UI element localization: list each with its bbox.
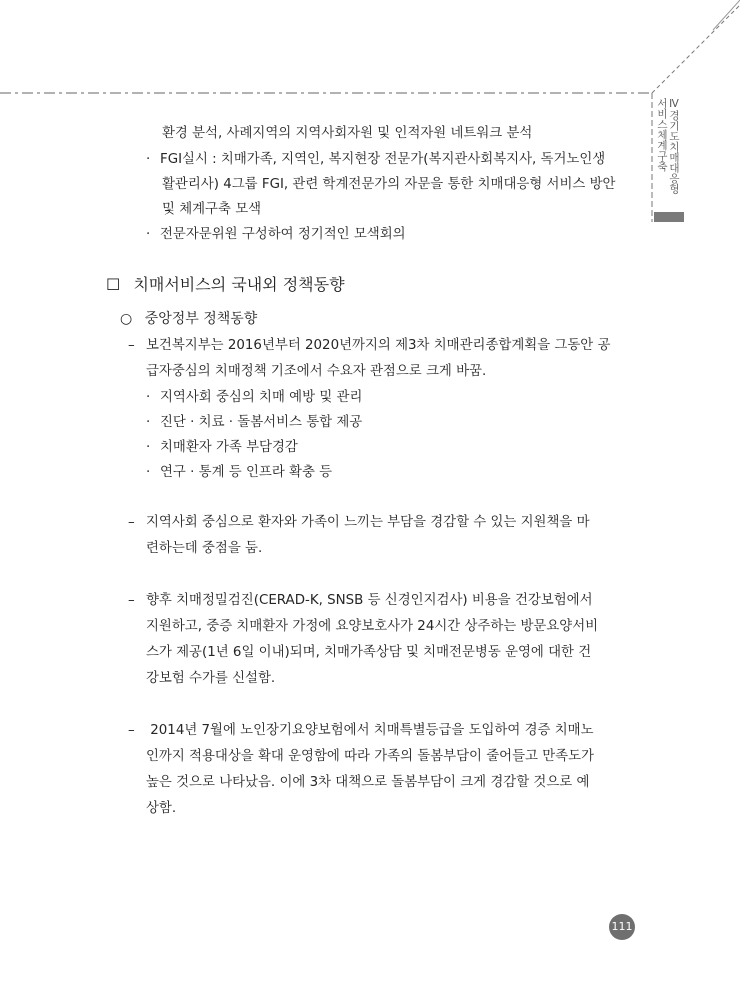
section-heading — [106, 274, 345, 296]
intro-line-4: 및 체계구축 모색 — [162, 202, 262, 217]
dash-marker: – — [128, 515, 135, 530]
bullet-dot: · — [146, 415, 151, 430]
para1-bullet-text-2: 진단 · 치료 · 돌봄서비스 통합 제공 — [160, 415, 363, 430]
para2-text-1: 지역사회 중심으로 환자와 가족이 느끼는 부담을 경감할 수 있는 지원책을 마 — [146, 515, 590, 530]
dash-marker: – — [128, 723, 135, 738]
para3-line-4: 강보험 수가를 신설함. — [146, 671, 276, 686]
subsection-heading-text: 중앙정부 정책동향 — [144, 311, 258, 327]
bullet-dot: · — [146, 152, 151, 167]
intro-line-1: 환경 분석, 사례지역의 지역사회자원 및 인적자원 네트워크 분석 — [162, 126, 533, 141]
bullet-dot: · — [146, 227, 151, 242]
para1-bullet-3 — [146, 438, 298, 458]
para1-line-1 — [128, 336, 610, 356]
side-tab-subtitle: 서비스체계구축 — [656, 98, 668, 172]
subsection-heading — [120, 309, 257, 329]
para2-line-1 — [128, 513, 590, 533]
para4-line-3: 높은 것으로 나타났음. 이에 3차 대책으로 돌봄부담이 크게 경감할 것으로 예 — [146, 775, 590, 790]
bullet-dot: · — [146, 465, 151, 480]
para4-line-4: 상함. — [146, 801, 177, 816]
para3-line-2: 지원하고, 중증 치매환자 가정에 요양보호사가 24시간 상주하는 방문요양서비 — [146, 619, 599, 634]
bullet-dot: · — [146, 390, 151, 405]
intro-line-3: 활관리사) 4그룹 FGI, 관련 학계전문가의 자문을 통한 치매대응형 서비스 방안 — [162, 177, 616, 192]
section-heading-text: 치매서비스의 국내외 정책동향 — [133, 275, 345, 294]
para1-bullet-text-4: 연구 · 통계 등 인프라 확충 등 — [160, 465, 333, 480]
intro-bullet-1 — [146, 150, 605, 170]
para1-bullet-text-3: 치매환자 가족 부담경감 — [160, 440, 298, 455]
circle-marker: ○ — [120, 311, 133, 327]
para3-line-1 — [128, 591, 593, 611]
para1-text-1: 보건복지부는 2016년부터 2020년까지의 제3차 치매관리종합계획을 그동안 공 — [146, 338, 611, 353]
page-number: 111 — [609, 914, 635, 940]
para4-line-1 — [128, 721, 594, 741]
para1-line-2: 급자중심의 치매정책 기조에서 수요자 관점으로 크게 바꿈. — [146, 364, 487, 379]
square-marker: ☐ — [106, 275, 121, 294]
dash-marker: – — [128, 593, 135, 608]
para4-line-2: 인까지 적용대상을 확대 운영함에 따라 가족의 돌봄부담이 줄어들고 만족도가 — [146, 749, 594, 764]
dash-marker: – — [128, 338, 135, 353]
para4-text-1: 2014년 7월에 노인장기요양보험에서 치매특별등급을 도입하여 경증 치매노 — [146, 723, 594, 738]
para1-bullet-2 — [146, 413, 362, 433]
side-tab-bar — [654, 212, 684, 222]
para3-text-1: 향후 치매정밀검진(CERAD-K, SNSB 등 신경인지검사) 비용을 건강보험에서 — [146, 593, 593, 608]
para1-bullet-4 — [146, 463, 332, 483]
bullet-dot: · — [146, 440, 151, 455]
intro-line-5: 전문자문위원 구성하여 정기적인 모색회의 — [160, 227, 406, 242]
para3-line-3: 스가 제공(1년 6일 이내)되며, 치매가족상담 및 치매전문병동 운영에 대한 건 — [146, 645, 592, 660]
intro-bullet-2 — [146, 225, 406, 245]
para1-bullet-text-1: 지역사회 중심의 치매 예방 및 관리 — [160, 390, 363, 405]
para1-bullet-1 — [146, 388, 362, 408]
side-tab-title: Ⅳ경기도치매대응형 — [668, 98, 680, 194]
para2-line-2: 련하는데 중점을 둠. — [146, 541, 263, 556]
intro-line-2: FGI실시 : 치매가족, 지역인, 복지현장 전문가(복지관사회복지사, 독거노인생 — [160, 152, 606, 167]
